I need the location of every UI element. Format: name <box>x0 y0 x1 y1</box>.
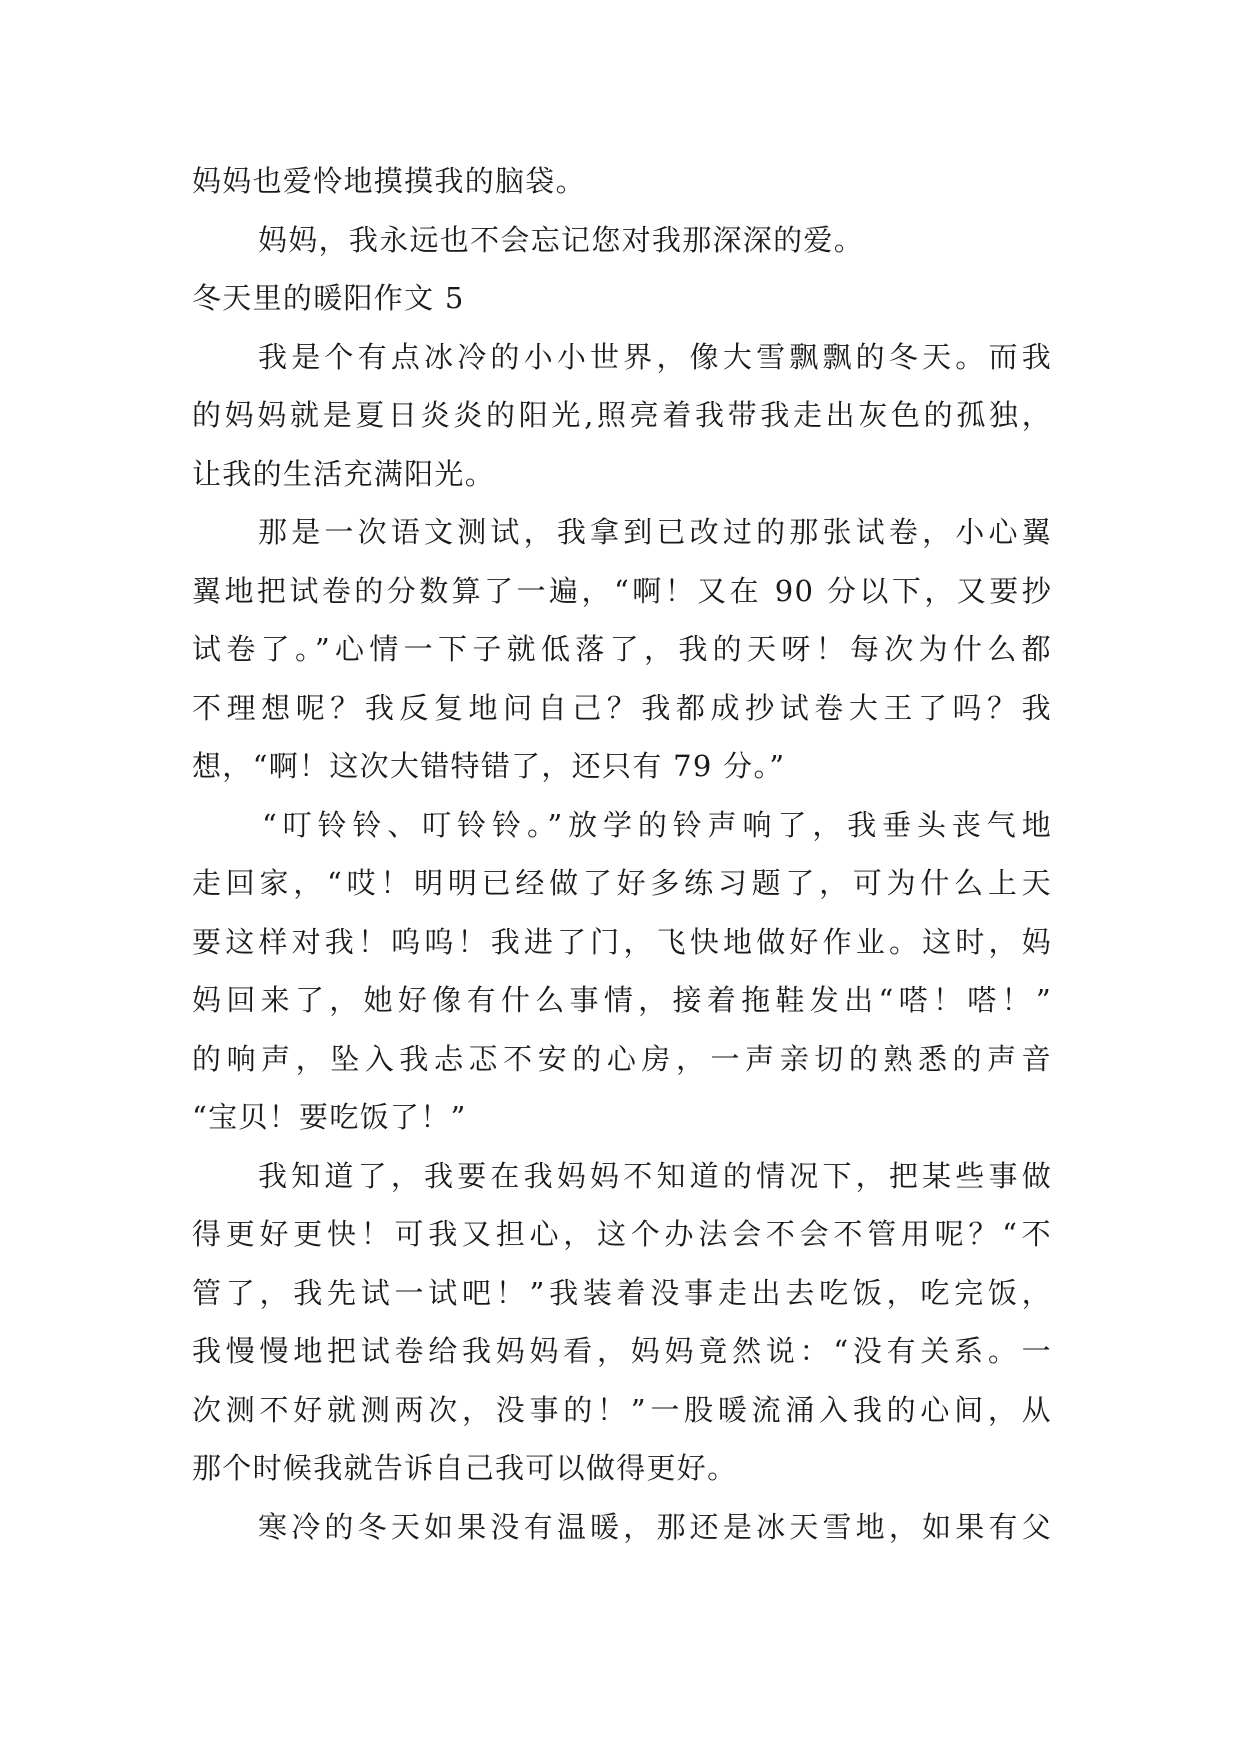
document-body <box>192 152 1052 1556</box>
text-line: 试卷了。”心情一下子就低落了，我的天呀！每次为什么都 <box>192 632 1052 666</box>
text-line: 不理想呢？我反复地问自己？我都成抄试卷大王了吗？我 <box>192 690 1052 725</box>
section-heading: 冬天里的暖阳作文 5 <box>192 281 465 315</box>
text-line: 想，“啊！这次大错特错了，还只有 79 分。” <box>192 749 786 783</box>
text-line: 我慢慢地把试卷给我妈妈看，妈妈竟然说：“没有关系。一 <box>192 1334 1052 1368</box>
text-line: 妈回来了，她好像有什么事情，接着拖鞋发出“嗒！嗒！” <box>192 983 1052 1017</box>
text-line: 我知道了，我要在我妈妈不知道的情况下，把某些事做 <box>258 1158 1052 1193</box>
text-line: “宝贝！要吃饭了！” <box>192 1100 467 1134</box>
text-line: 次测不好就测两次，没事的！”一股暖流涌入我的心间，从 <box>192 1392 1052 1427</box>
text-line: 那个时候我就告诉自己我可以做得更好。 <box>192 1451 738 1485</box>
text-line: 翼地把试卷的分数算了一遍，“啊！又在 90 分以下，又要抄 <box>192 573 1052 608</box>
text-line: 妈妈也爱怜地摸摸我的脑袋。 <box>192 164 586 198</box>
text-line: 的妈妈就是夏日炎炎的阳光,照亮着我带我走出灰色的孤独， <box>192 398 1052 432</box>
text-line: 寒冷的冬天如果没有温暖，那还是冰天雪地，如果有父 <box>258 1509 1052 1544</box>
text-line: 的响声，坠入我忐忑不安的心房，一声亲切的熟悉的声音 <box>192 1041 1052 1076</box>
text-line: 要这样对我！呜呜！我进了门，飞快地做好作业。这时，妈 <box>192 924 1052 959</box>
text-line: 走回家，“哎！明明已经做了好多练习题了，可为什么上天 <box>192 866 1052 900</box>
text-line: “叮铃铃、叮铃铃。”放学的铃声响了，我垂头丧气地 <box>262 807 1052 842</box>
text-line: 妈妈，我永远也不会忘记您对我那深深的爱。 <box>258 222 865 257</box>
text-line: 让我的生活充满阳光。 <box>192 456 496 491</box>
text-line: 那是一次语文测试，我拿到已改过的那张试卷，小心翼 <box>258 515 1052 549</box>
text-line: 我是个有点冰冷的小小世界，像大雪飘飘的冬天。而我 <box>258 339 1052 374</box>
text-line: 管了，我先试一试吧！”我装着没事走出去吃饭，吃完饭， <box>192 1275 1052 1310</box>
text-line: 得更好更快！可我又担心，这个办法会不会不管用呢？“不 <box>192 1217 1052 1251</box>
